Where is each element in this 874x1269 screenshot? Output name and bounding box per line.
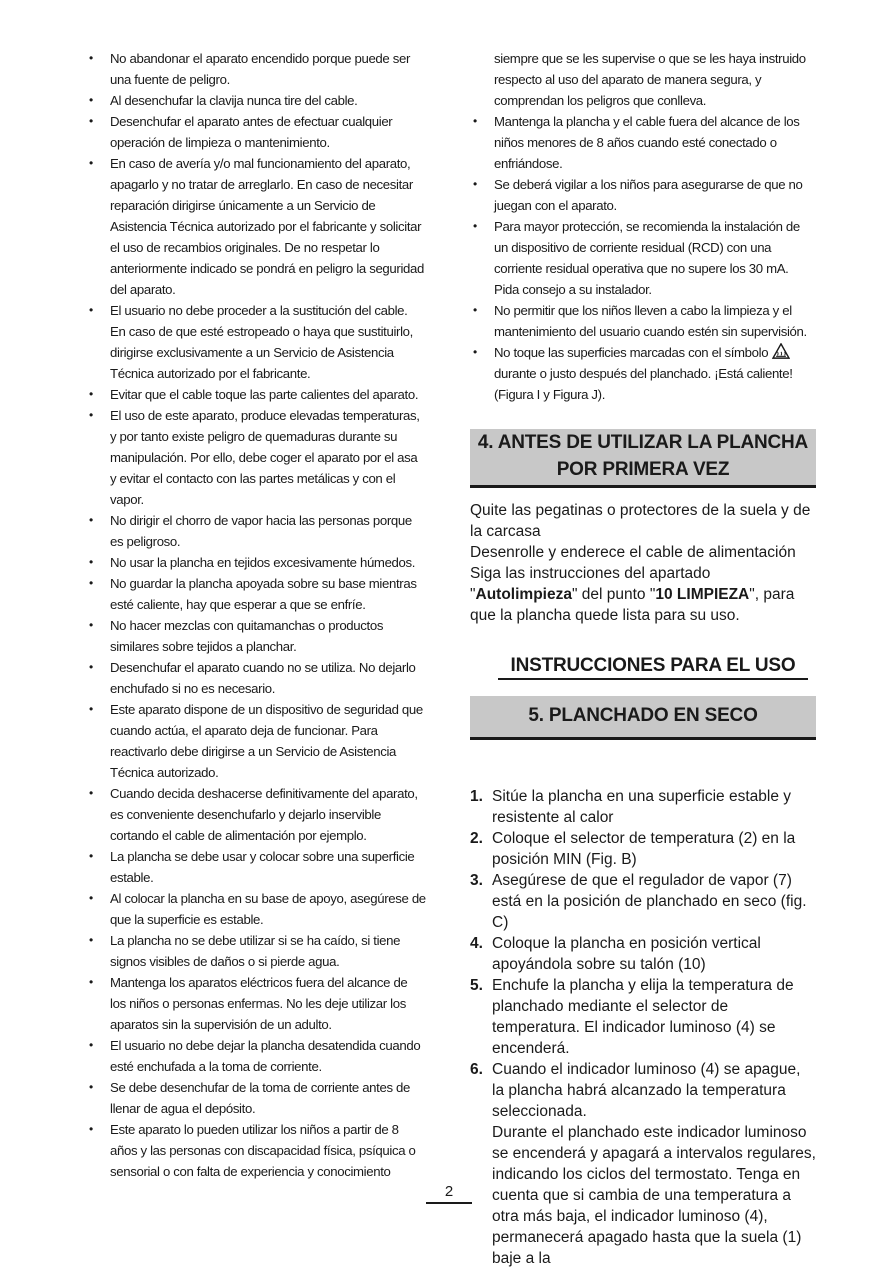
list-item-text: Mantenga los aparatos eléctricos fuera del alcance de los niños o personas enfermas. No les deje utilizar los aparatos sin la supervisión de un adulto. <box>110 975 408 1032</box>
list-item <box>86 384 426 405</box>
list-item <box>86 573 426 615</box>
step-item <box>470 828 816 870</box>
list-item <box>86 90 426 111</box>
list-item-text: Al desenchufar la clavija nunca tire del cable. <box>110 93 358 108</box>
bullet-icon: • <box>473 345 477 359</box>
bullet-icon: • <box>89 786 93 800</box>
list-item <box>86 783 426 846</box>
step-text: Coloque el selector de temperatura (2) en la posición MIN (Fig. B) <box>492 830 796 868</box>
list-item-text: El usuario no debe proceder a la sustitución del cable. En caso de que esté estropeado o haya que sustituirlo, dirigirse exclusivamente a un Servicio de Asistencia Técnica autorizado por el fabricante. <box>110 303 413 381</box>
continued-text: siempre que se les supervise o que se les haya instruido respecto al uso del aparato de manera segura, y comprendan los peligros que conlleva. <box>494 51 806 108</box>
list-item-text: No permitir que los niños lleven a cabo la limpieza y el mantenimiento del usuario cuando estén sin supervisión. <box>494 303 807 339</box>
step-text: Asegúrese de que el regulador de vapor (7) está en la posición de planchado en seco (fig. C) <box>492 872 807 931</box>
bullet-icon: • <box>473 114 477 128</box>
list-item <box>86 930 426 972</box>
list-item-text: En caso de avería y/o mal funcionamiento del aparato, apagarlo y no tratar de arreglarlo. En caso de necesitar reparación dirigirse únicamente a un Servicio de Asistencia Técnica autorizado por el fabricante y solicitar el uso de recambios originales. De no respetar lo anteriormente indicado se pondrá en peligro la seguridad del aparato. <box>110 156 424 297</box>
bullet-icon: • <box>89 513 93 527</box>
list-item-text: No usar la plancha en tejidos excesivamente húmedos. <box>110 555 416 570</box>
list-item-text: El uso de este aparato, produce elevadas temperaturas, y por tanto existe peligro de quemaduras durante su manipulación. Por ello, debe coger el aparato por el asa y evitar el contacto con las partes metálicas y con el vapor. <box>110 408 420 507</box>
autolimpieza-ref: Autolimpieza <box>475 586 572 603</box>
step-text: Enchufe la plancha y elija la temperatura de planchado mediante el selector de temperatura. El indicador luminoso (4) se encenderá. <box>492 977 794 1057</box>
left-column <box>86 48 426 1182</box>
page-number: 2 <box>426 1182 472 1204</box>
list-item <box>86 48 426 90</box>
bullet-icon: • <box>89 1080 93 1094</box>
bullet-icon: • <box>89 891 93 905</box>
section-5-heading: 5. PLANCHADO EN SECO <box>470 696 816 740</box>
list-item <box>86 1077 426 1119</box>
list-item-text: Este aparato dispone de un dispositivo de seguridad que cuando actúa, el aparato deja de funcionar. Para reactivarlo debe dirigirse a un Servicio de Asistencia Técnica autorizado. <box>110 702 423 780</box>
list-item <box>470 300 816 342</box>
list-item <box>86 846 426 888</box>
section-4-heading <box>470 429 816 488</box>
bullet-icon: • <box>89 51 93 65</box>
list-item-text: El usuario no debe dejar la plancha desatendida cuando esté enchufada a la toma de corriente. <box>110 1038 421 1074</box>
bullet-icon: • <box>473 177 477 191</box>
list-item <box>86 972 426 1035</box>
list-item-text: La plancha se debe usar y colocar sobre una superficie estable. <box>110 849 415 885</box>
list-item-text: Se deberá vigilar a los niños para asegurarse de que no juegan con el aparato. <box>494 177 803 213</box>
section-4-body <box>470 500 816 626</box>
list-item-text: Desenchufar el aparato cuando no se utiliza. No dejarlo enchufado si no es necesario. <box>110 660 416 696</box>
step-number: 3. <box>470 872 483 889</box>
bullet-icon: • <box>89 660 93 674</box>
list-item-text: Mantenga la plancha y el cable fuera del alcance de los niños menores de 8 años cuando esté conectado o enfriándose. <box>494 114 800 171</box>
bullet-icon: • <box>473 219 477 233</box>
bullet-icon: • <box>89 849 93 863</box>
step-item <box>470 975 816 1059</box>
step-item <box>470 1059 816 1269</box>
step-number: 4. <box>470 935 483 952</box>
section-4-paragraph: Siga las instrucciones del apartado "Autolimpieza" del punto "10 LIMPIEZA", para que la plancha quede lista para su uso. <box>470 565 795 624</box>
list-item-text: No abandonar el aparato encendido porque puede ser una fuente de peligro. <box>110 51 410 87</box>
list-item-text: Desenchufar el aparato antes de efectuar cualquier operación de limpieza o mantenimiento. <box>110 114 393 150</box>
bullet-icon: • <box>89 387 93 401</box>
list-item-text: Este aparato lo pueden utilizar los niños a partir de 8 años y las personas con discapacidad física, psíquica o sensorial o con falta de experiencia y conocimiento <box>110 1122 416 1179</box>
list-item-text: No hacer mezclas con quitamanchas o productos similares sobre tejidos a planchar. <box>110 618 384 654</box>
step-item <box>470 870 816 933</box>
list-item <box>86 300 426 384</box>
hot-surface-warning-icon <box>772 343 790 359</box>
bullet-icon: • <box>89 303 93 317</box>
list-item-text: Evitar que el cable toque las parte calientes del aparato. <box>110 387 419 402</box>
list-item <box>470 342 816 405</box>
list-item-text: Se debe desenchufar de la toma de corriente antes de llenar de agua el depósito. <box>110 1080 410 1116</box>
list-item <box>470 174 816 216</box>
step-number: 2. <box>470 830 483 847</box>
step-text: Sitúe la plancha en una superficie estable y resistente al calor <box>492 788 792 826</box>
section-4-title-line1: 4. ANTES DE UTILIZAR LA PLANCHA <box>477 432 809 453</box>
list-item <box>86 657 426 699</box>
section-4-paragraph: Quite las pegatinas o protectores de la suela y de la carcasa <box>470 502 811 540</box>
bullet-icon: • <box>89 975 93 989</box>
hot-surface-bullet-list <box>470 342 816 405</box>
hot-surface-text-after: durante o justo después del planchado. ¡Está caliente! (Figura I y Figura J). <box>494 366 793 402</box>
hot-surface-text-before: No toque las superficies marcadas con el símbolo <box>494 345 769 360</box>
step-item <box>470 786 816 828</box>
bullet-icon: • <box>89 156 93 170</box>
right-column <box>470 48 816 1269</box>
drying-steps-list <box>470 786 816 1269</box>
step-number: 6. <box>470 1061 483 1078</box>
step-number: 5. <box>470 977 483 994</box>
list-item-text: No guardar la plancha apoyada sobre su base mientras esté caliente, hay que esperar a que se enfríe. <box>110 576 417 612</box>
step-number: 1. <box>470 788 483 805</box>
list-item <box>86 1119 426 1182</box>
bullet-icon: • <box>89 933 93 947</box>
list-item <box>470 111 816 174</box>
safety-bullet-list <box>86 48 426 1182</box>
list-item <box>86 552 426 573</box>
list-item <box>86 1035 426 1077</box>
list-item-text: No dirigir el chorro de vapor hacia las personas porque es peligroso. <box>110 513 412 549</box>
bullet-icon: • <box>89 114 93 128</box>
list-item <box>86 888 426 930</box>
list-item <box>86 510 426 552</box>
list-item <box>86 405 426 510</box>
section-4-title-line2: POR PRIMERA VEZ <box>556 459 730 480</box>
bullet-icon: • <box>89 576 93 590</box>
section-4-paragraph: Desenrolle y enderece el cable de alimentación <box>470 544 796 561</box>
step-item <box>470 933 816 975</box>
bullet-icon: • <box>89 93 93 107</box>
list-item-text: Para mayor protección, se recomienda la instalación de un dispositivo de corriente residual (RCD) con una corriente residual operativa que no supere los 30 mA. Pida consejo a su instalador. <box>494 219 800 297</box>
safety-bullet-list-continued <box>470 111 816 342</box>
list-item <box>86 153 426 300</box>
step-text: Cuando el indicador luminoso (4) se apague, la plancha habrá alcanzado la temperatura seleccionada. <box>492 1061 801 1120</box>
limpieza-ref: 10 LIMPIEZA <box>655 586 750 603</box>
bullet-icon: • <box>473 303 477 317</box>
list-item-text: Cuando decida deshacerse definitivamente del aparato, es conveniente desenchufarlo y dejarlo inservible cortando el cable de alimentación por ejemplo. <box>110 786 418 843</box>
bullet-icon: • <box>89 702 93 716</box>
list-item <box>86 699 426 783</box>
bullet-icon: • <box>89 555 93 569</box>
bullet-icon: • <box>89 408 93 422</box>
list-item-text: La plancha no se debe utilizar si se ha caído, si tiene signos visibles de daños o si pierde agua. <box>110 933 401 969</box>
step-6-extra: Durante el planchado este indicador luminoso se encenderá y apagará a intervalos regulares, indicando los ciclos del termostato. Tenga en cuenta que si cambia de una temperatura a otra más baja, el indicador luminoso (4), permanecerá apagado hasta que la suela (1) baje a la <box>492 1124 816 1267</box>
bullet-icon: • <box>89 1038 93 1052</box>
list-item <box>470 216 816 300</box>
list-item-text: Al colocar la plancha en su base de apoyo, asegúrese de que la superficie es estable. <box>110 891 426 927</box>
bullet-icon: • <box>89 1122 93 1136</box>
list-item <box>86 615 426 657</box>
step-text: Coloque la plancha en posición vertical apoyándola sobre su talón (10) <box>492 935 761 973</box>
instructions-title: INSTRUCCIONES PARA EL USO <box>498 654 808 680</box>
bullet-icon: • <box>89 618 93 632</box>
list-item <box>86 111 426 153</box>
